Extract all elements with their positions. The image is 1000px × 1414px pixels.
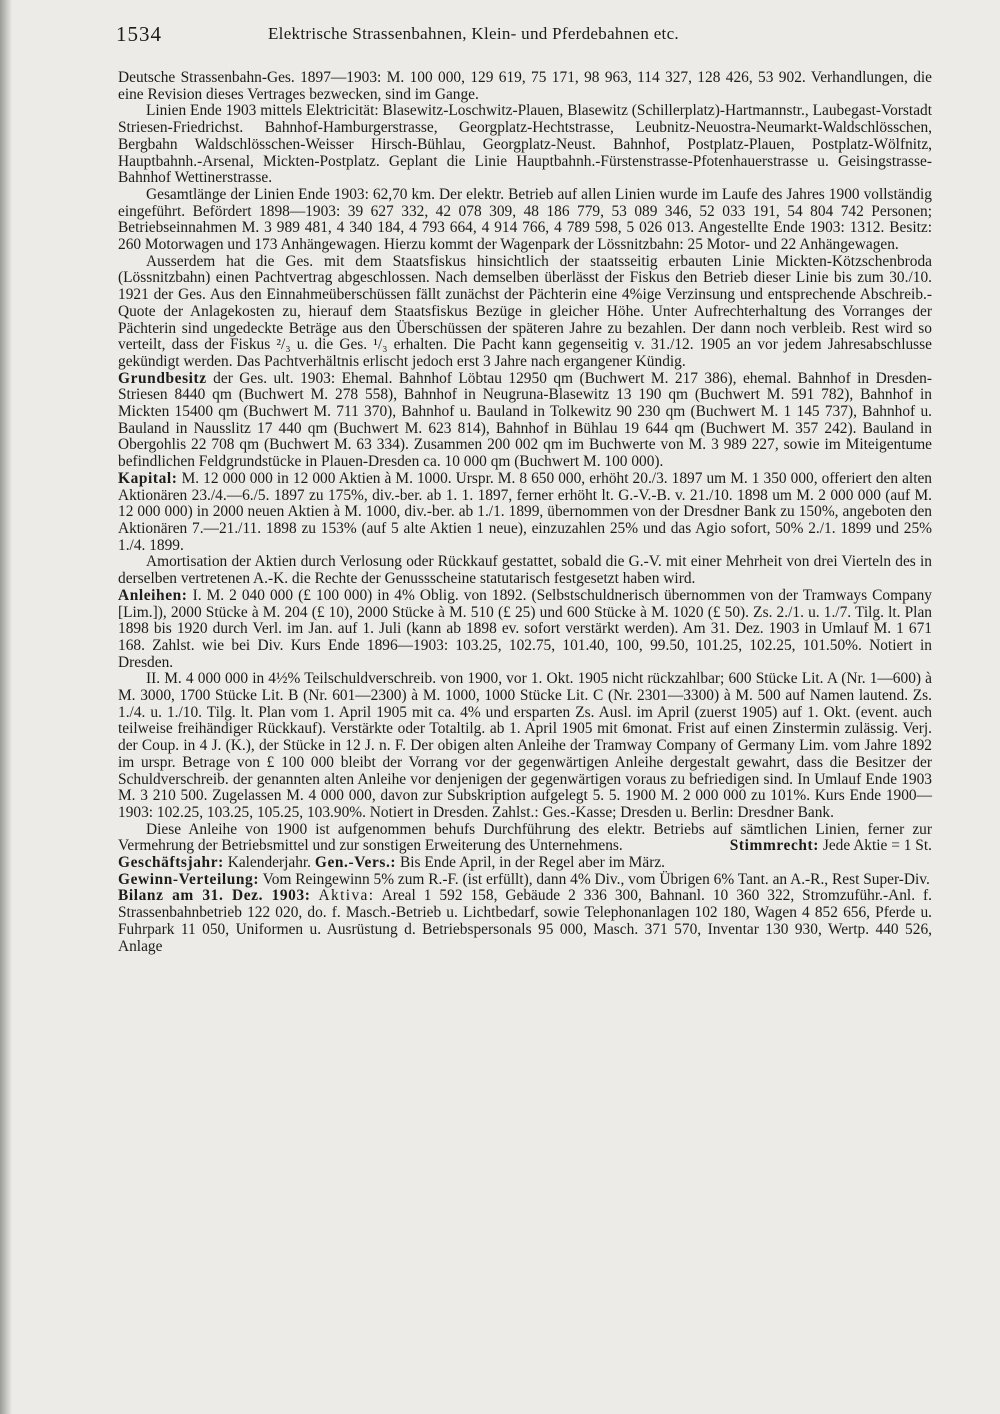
text-gewinn-verteilung: Vom Reingewinn 5% zum R.-F. (ist erfüllt), dann 4% Div., vom Übrigen 6% Tant. an A.-R., Rest Super-Div. xyxy=(259,870,930,888)
section-bilanz xyxy=(118,888,932,955)
page-edge-shadow xyxy=(0,0,12,1414)
text-geschaeftsjahr: Kalenderjahr. xyxy=(223,854,315,872)
section-geschaeftsjahr xyxy=(118,855,932,872)
text-anleihen-i: I. M. 2 040 000 (£ 100 000) in 4% Oblig. von 1892. (Selbstschuldnerisch übernommen von der Tramways Company [Lim.]), 2000 Stücke à M. 204 (£ 10), 2000 Stücke à M. 510 (£ 25) und 600 Stücke à M. 1020 (£ 50). Zs. 2./1. u. 1./7. Tilg. lt. Plan 1898 bis 1920 durch Verl. im Jan. auf 1. Juli (kann ab 1898 ev. sofort verstärkt werden). Am 31. Dez. 1903 in Umlauf M. 1 671 168. Zahlst. wie bei Div. Kurs Ende 1896—1903: 103.25, 102.75, 101.40, 100, 99.50, 101.25, 102.25, 101.50%. Notiert in Dresden. xyxy=(118,586,932,671)
section-anleihen xyxy=(118,588,932,672)
page-number: 1534 xyxy=(116,22,162,46)
label-anleihen: Anleihen: xyxy=(118,586,188,604)
section-kapital xyxy=(118,471,932,555)
section-gewinn-verteilung xyxy=(118,872,932,889)
label-aktiva: Aktiva: xyxy=(318,887,375,905)
label-kapital: Kapital: xyxy=(118,469,178,487)
page-header xyxy=(116,22,930,50)
paragraph-anleihen-ii: II. M. 4 000 000 in 4½% Teilschuldverschreib. von 1900, vor 1. Okt. 1905 nicht rückzahlbar; 600 Stücke Lit. A (Nr. 1—600) à M. 3000, 1700 Stücke Lit. B (Nr. 601—2300) à M. 1000, 1000 Stücke Lit. C (Nr. 2301—3300) à M. 500 auf Namen lautend. Zs. 1./4. u. 1./10. Tilg. lt. Plan vom 1. April 1905 mit ca. 4% und ersparten Zs. Ausl. im April (zuerst 1905) auf 1. Okt. (event. auch teilweise freihändiger Rückkauf). Verstärkte oder Totaltilg. ab 1. April 1905 mit 6monat. Frist auf einen Zinstermin zulässig. Verj. der Coup. in 4 J. (K.), der Stücke in 12 J. n. F. Der obigen alten Anleihe der Tramway Company of Germany Lim. vom Jahre 1892 im urspr. Betrage von £ 100 000 bleibt der Vorrang vor der gegenwärtigen Anleihe dergestalt gewahrt, dass die Besitzer der Schuldverschreib. der genannten alten Anleihe vor denjenigen der gegenwärtigen voraus zu befriedigen sind. In Umlauf Ende 1903 M. 3 210 500. Zugelassen M. 4 000 000, davon zur Subskription aufgelegt 5. 5. 1900 M. 2 000 000 zu 101%. Kurs Ende 1900—1903: 102.25, 103.25, 105.25, 103.90%. Notiert in Dresden. Zahlst.: Ges.-Kasse; Dresden u. Berlin: Dresdner Bank. xyxy=(118,670,932,821)
text-bilanz-aktiva: Areal 1 592 158, Gebäude 2 336 300, Bahnanl. 10 360 322, Stromzuführ.-Anl. f. Strassenbahnbetrieb 122 020, do. f. Masch.-Betrieb u. Lichtbedarf, sowie Telephonanlagen 102 180, Wagen 4 852 656, Pferde u. Fuhrpark 11 050, Uniformen u. Ausrüstung d. Betriebspersonals 95 000, Masch. 371 570, Inventar 130 930, Wertp. 440 526, Anlage xyxy=(118,887,932,955)
text-gen-vers: Bis Ende April, in der Regel aber im März. xyxy=(396,854,665,872)
section-grundbesitz xyxy=(118,371,932,471)
text-stimmrecht: Jede Aktie = 1 St. xyxy=(819,837,932,855)
text-anleihen-purpose: Diese Anleihe von 1900 ist aufgenommen behufs Durchführung des elektr. Betriebs auf sämtlichen Linien, ferner zur Vermehrung der Betriebsmittel und zur sonstigen Erweiterung des Unternehmens. xyxy=(118,820,932,855)
paragraph-network-statistics: Gesamtlänge der Linien Ende 1903: 62,70 km. Der elektr. Betrieb auf allen Linien wurde im Laufe des Jahres 1900 vollständig eingeführt. Befördert 1898—1903: 39 627 332, 42 078 309, 48 186 779, 53 089 346, 52 033 191, 54 804 742 Personen; Betriebseinnahmen M. 3 989 481, 4 340 184, 4 793 664, 4 914 766, 4 789 598, 5 026 013. Angestellte Ende 1903: 1312. Besitz: 260 Motorwagen und 173 Anhängewagen. Hierzu kommt der Wagenpark der Lössnitzbahn: 25 Motor- und 22 Anhängewagen. xyxy=(118,185,932,254)
label-stimmrecht: Stimmrecht: xyxy=(729,837,819,855)
label-grundbesitz: Grundbesitz xyxy=(118,369,207,387)
paragraph-anleihen-purpose xyxy=(118,822,932,855)
paragraph-lease-contract: Ausserdem hat die Ges. mit dem Staatsfiskus hinsichtlich der staatsseitig erbauten Linie Mickten-Kötzschenbroda (Lössnitzbahn) einen Pachtvertrag abgeschlossen. Nach demselben überlässt der Fiskus den Betrieb dieser Linie bis zum 30./10. 1921 der Ges. Aus den Einnahmeüberschüssen fällt zunächst der Pächterin eine 4%ige Verzinsung und entsprechende Abschreib.-Quote der Anlagekosten zu, hierauf dem Staatsfiskus Bezüge in gleicher Höhe. Unter Aufrechterhaltung des Vorranges der Pächterin sind ungedeckte Beträge aus den Überschüssen der späteren Jahre zu bezahlen. Der dann noch verbleib. Rest wird so verteilt, dass der Fiskus ²/₃ u. die Ges. ¹/₃ erhalten. Die Pacht kann gegenseitig v. 31./12. 1905 an vor jedem Jahresabschlusse gekündigt werden. Das Pachtverhältnis erlischt jedoch erst 3 Jahre nach ergangener Kündig. xyxy=(118,252,932,370)
label-gewinn-verteilung: Gewinn-Verteilung: xyxy=(118,870,260,888)
paragraph-lines-1903: Linien Ende 1903 mittels Elektricität: Blasewitz-Loschwitz-Plauen, Blasewitz (Schillerplatz)-Hartmannstr., Laubegast-Vorstadt Striesen-Friedrichst. Bahnhof-Hamburgerstrasse, Georgplatz-Hechtstrasse, Leubnitz-Neuostra-Neumarkt-Waldschlösschen, Bergbahn Waldschlösschen-Weisser Hirsch-Bühlau, Georgplatz-Neust. Bahnhof, Postplatz-Plauen, Postplatz-Wölfnitz, Hauptbahnh.-Arsenal, Mickten-Postplatz. Geplant die Linie Hauptbahnh.-Fürstenstrasse-Pfotenhauerstrasse u. Geisingstrasse-Bahnhof Wettinerstrasse. xyxy=(118,102,932,187)
running-title: Elektrische Strassenbahnen, Klein- und Pferdebahnen etc. xyxy=(268,24,679,43)
label-gen-vers: Gen.-Vers.: xyxy=(314,854,397,872)
paragraph-amortisation: Amortisation der Aktien durch Verlosung oder Rückkauf gestattet, sobald die G.-V. mit einer Mehrheit von drei Vierteln des in derselben vertretenen A.-K. die Rechte der Genussscheine statutarisch festgesetzt haben wird. xyxy=(118,553,932,588)
text-grundbesitz: der Ges. ult. 1903: Ehemal. Bahnhof Löbtau 12950 qm (Buchwert M. 217 386), ehemal. Bahnhof in Dresden-Striesen 8440 qm (Buchwert M. 278 558), Bahnhof in Neugruna-Blasewitz 13 190 qm (Buchwert M. 591 782), Bahnhof in Mickten 15400 qm (Buchwert M. 711 370), Bahnhof u. Bauland in Tolkewitz 90 230 qm (Buchwert M. 1 145 737), Bahnhof u. Bauland in Nausslitz 17 440 qm (Buchwert M. 623 814), Bahnhof in Bühlau 19 644 qm (Buchwert M. 357 242). Bauland in Obergohlis 22 708 qm (Buchwert M. 63 334). Zusammen 200 002 qm im Buchwerte von M. 3 989 227, sowie im Miteigentume befindlichen Feldgrundstücke in Plauen-Dresden ca. 10 000 qm (Buchwert M. 100 000). xyxy=(118,369,932,471)
page-body xyxy=(118,70,932,955)
label-bilanz: Bilanz am 31. Dez. 1903: xyxy=(118,887,311,905)
paragraph-dividends-history: Deutsche Strassenbahn-Ges. 1897—1903: M. 100 000, 129 619, 75 171, 98 963, 114 327, 128 426, 53 902. Verhandlungen, die eine Revision dieses Vertrages bezwecken, sind im Gange. xyxy=(118,69,932,103)
text-kapital: M. 12 000 000 in 12 000 Aktien à M. 1000. Urspr. M. 8 650 000, erhöht 20./3. 1897 um M. 1 350 000, offeriert den alten Aktionären 23./4.—6./5. 1897 zu 175%, div.-ber. ab 1. 1. 1897, ferner erhöht lt. G.-V.-B. v. 21./10. 1898 um M. 2 000 000 (auf M. 12 000 000) in 2000 neuen Aktien à M. 1000, div.-ber. ab 1./1. 1899, übernommen von der Dresdner Bank zu 150%, angeboten den Aktionären 7.—21./11. 1898 zu 153% (auf 5 alte Aktien 1 neue), einzuzahlen 25% und das Agio sofort, 50% 2./1. 1899 und 25% 1./4. 1899. xyxy=(118,469,932,554)
label-geschaeftsjahr: Geschäftsjahr: xyxy=(118,854,224,872)
stimmrecht xyxy=(702,838,932,855)
